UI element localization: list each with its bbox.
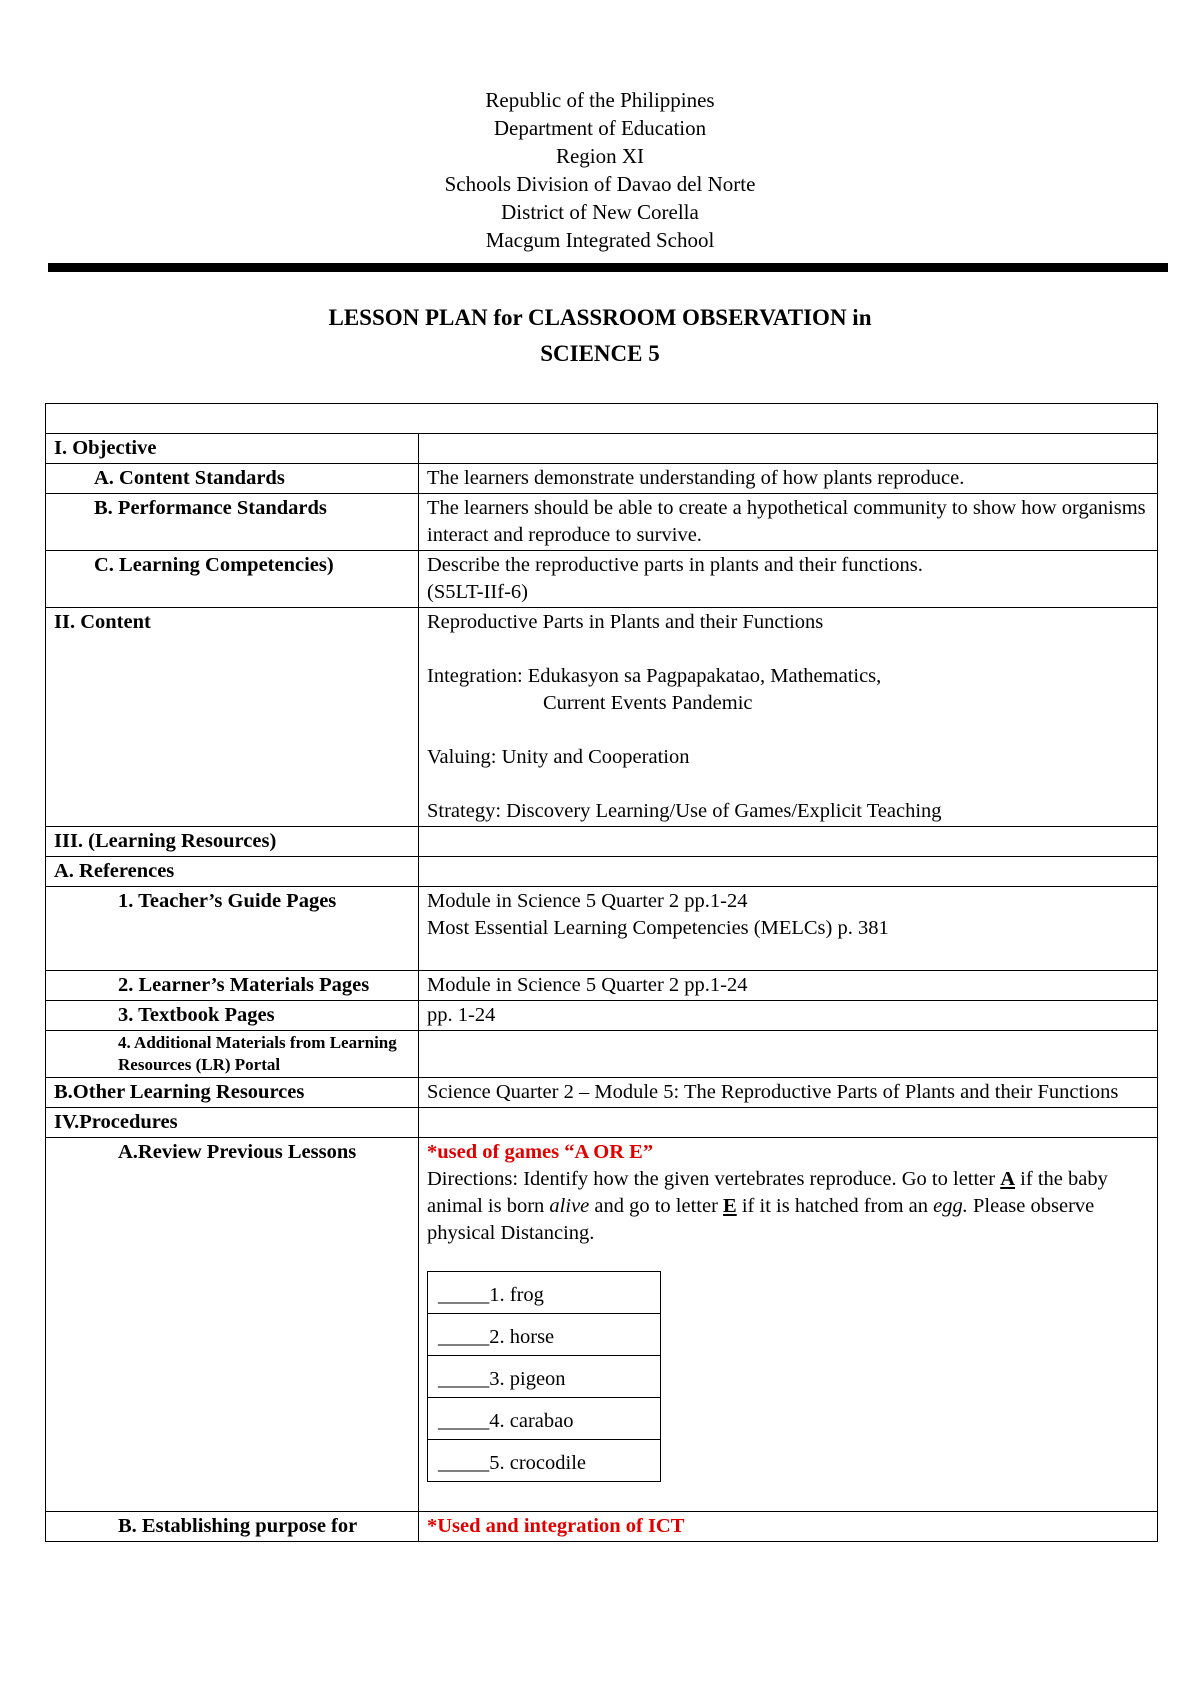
- content-standards-label: A. Content Standards: [46, 464, 419, 494]
- table-row: [46, 1512, 1158, 1542]
- table-row: [46, 1078, 1158, 1108]
- letter-e: E: [723, 1195, 737, 1217]
- table-row: [46, 434, 1158, 464]
- objective-label: I. Objective: [46, 434, 419, 464]
- empty-header-cell: [46, 404, 1158, 434]
- strategy-text: Strategy: Discovery Learning/Use of Games/Explicit Teaching: [427, 800, 942, 822]
- procedures-label: IV.Procedures: [46, 1108, 419, 1138]
- review-note: *used of games “A OR E”: [427, 1141, 654, 1163]
- content-label: II. Content: [46, 608, 419, 827]
- performance-standards-label: B. Performance Standards: [46, 494, 419, 551]
- competencies-code: (S5LT-IIf-6): [427, 581, 528, 603]
- learners-materials-value: Module in Science 5 Quarter 2 pp.1-24: [419, 971, 1158, 1001]
- game-item: _____1. frog: [428, 1272, 661, 1314]
- table-row: [46, 887, 1158, 971]
- lesson-plan-table: [45, 403, 1158, 1542]
- learning-resources-value: [419, 827, 1158, 857]
- game-items-table: [427, 1271, 661, 1482]
- procedures-value: [419, 1108, 1158, 1138]
- table-row: [46, 971, 1158, 1001]
- table-row: [46, 1138, 1158, 1512]
- review-directions: Directions: Identify how the given vertebrates reproduce. Go to letter A if the baby animal is born alive and go to letter E if it is hatched from an egg. Please observe physical Distancing.: [427, 1168, 1108, 1244]
- content-topic: Reproductive Parts in Plants and their Functions: [427, 611, 824, 633]
- competencies-value: [419, 551, 1158, 608]
- review-label: A.Review Previous Lessons: [46, 1138, 419, 1512]
- other-resources-label: B.Other Learning Resources: [46, 1078, 419, 1108]
- teachers-guide-label: 1. Teacher’s Guide Pages: [46, 887, 419, 971]
- table-row: [46, 608, 1158, 827]
- header-line: Schools Division of Davao del Norte: [444, 172, 756, 196]
- purpose-label: B. Establishing purpose for: [46, 1512, 419, 1542]
- table-row: [46, 1031, 1158, 1078]
- other-resources-value: Science Quarter 2 – Module 5: The Reproductive Parts of Plants and their Functions: [419, 1078, 1158, 1108]
- table-row: [46, 464, 1158, 494]
- header-line: Republic of the Philippines: [485, 88, 715, 112]
- game-item: _____5. crocodile: [428, 1440, 661, 1482]
- textbook-value: pp. 1-24: [419, 1001, 1158, 1031]
- game-item: _____2. horse: [428, 1314, 661, 1356]
- document-header: [0, 86, 1200, 254]
- header-line: Region XI: [555, 144, 645, 168]
- header-line: District of New Corella: [501, 200, 699, 224]
- table-row: [46, 551, 1158, 608]
- egg-text: egg.: [933, 1195, 968, 1217]
- header-divider: [48, 263, 1168, 272]
- integration-line-1: Integration: Edukasyon sa Pagpapakatao, Mathematics,: [427, 665, 882, 687]
- header-line: Macgum Integrated School: [485, 228, 715, 252]
- textbook-label: 3. Textbook Pages: [46, 1001, 419, 1031]
- page-title: [0, 300, 1200, 372]
- content-standards-value: The learners demonstrate understanding of how plants reproduce.: [419, 464, 1158, 494]
- teachers-guide-value: [419, 887, 1158, 971]
- table-row: [46, 494, 1158, 551]
- learning-resources-label: III. (Learning Resources): [46, 827, 419, 857]
- review-value: [419, 1138, 1158, 1512]
- objective-value: [419, 434, 1158, 464]
- header-line: Department of Education: [493, 116, 707, 140]
- game-item: _____3. pigeon: [428, 1356, 661, 1398]
- title-line-2: SCIENCE 5: [540, 341, 660, 366]
- additional-materials-label: 4. Additional Materials from Learning Resources (LR) Portal: [46, 1031, 419, 1078]
- competencies-text: Describe the reproductive parts in plants and their functions.: [427, 554, 923, 576]
- references-value: [419, 857, 1158, 887]
- table-row: [46, 404, 1158, 434]
- learners-materials-label: 2. Learner’s Materials Pages: [46, 971, 419, 1001]
- table-row: [46, 1108, 1158, 1138]
- performance-standards-value: The learners should be able to create a hypothetical community to show how organisms interact and reproduce to survive.: [419, 494, 1158, 551]
- valuing-text: Valuing: Unity and Cooperation: [427, 746, 690, 768]
- game-item: _____4. carabao: [428, 1398, 661, 1440]
- alive-text: alive: [549, 1195, 590, 1217]
- teachers-guide-line-2: Most Essential Learning Competencies (MELCs) p. 381: [427, 917, 889, 939]
- table-row: [46, 827, 1158, 857]
- content-value: [419, 608, 1158, 827]
- table-row: [46, 1001, 1158, 1031]
- table-row: [46, 857, 1158, 887]
- additional-materials-value: [419, 1031, 1158, 1078]
- teachers-guide-line-1: Module in Science 5 Quarter 2 pp.1-24: [427, 890, 748, 912]
- competencies-label: C. Learning Competencies): [46, 551, 419, 608]
- letter-a: A: [1000, 1168, 1016, 1190]
- references-label: A. References: [46, 857, 419, 887]
- integration-line-2: Current Events Pandemic: [543, 692, 753, 714]
- purpose-note: *Used and integration of ICT: [419, 1512, 1158, 1542]
- title-line-1: LESSON PLAN for CLASSROOM OBSERVATION in: [328, 305, 872, 330]
